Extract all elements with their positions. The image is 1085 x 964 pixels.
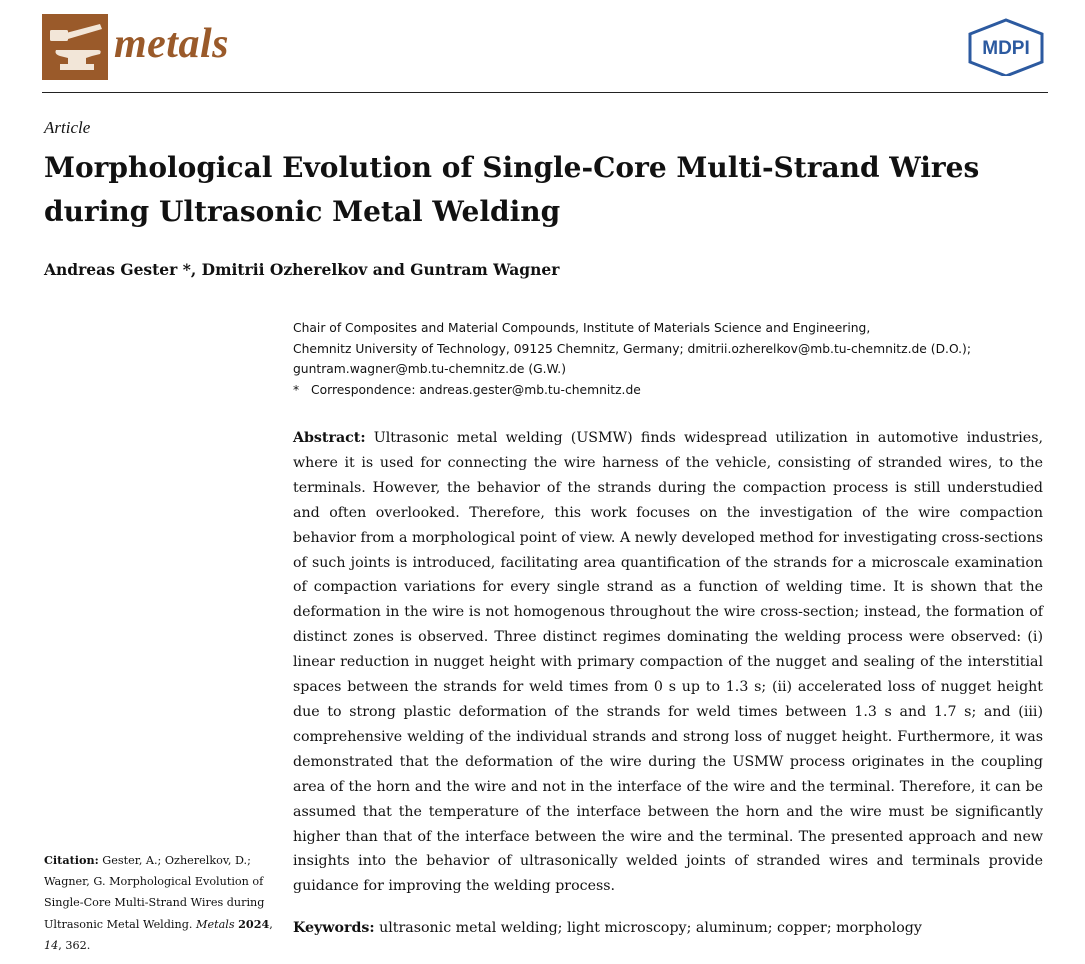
journal-name: metals bbox=[114, 21, 229, 67]
article-type: Article bbox=[44, 118, 91, 137]
mdpi-logo-text: MDPI bbox=[982, 38, 1030, 59]
citation-text: Gester, A.; Ozherelkov, D.; Wagner, G. Morphological Evolution of Single-Core Multi-Strand Wires during Ultrasonic Metal Welding. bbox=[44, 854, 265, 931]
article-title: Morphological Evolution of Single-Core Multi-Strand Wires during Ultrasonic Metal Welding bbox=[44, 151, 980, 228]
header-divider bbox=[42, 92, 1048, 93]
keywords bbox=[293, 920, 1043, 936]
abstract bbox=[293, 426, 1043, 899]
correspondence-line bbox=[293, 380, 1053, 401]
anvil-hammer-icon bbox=[42, 14, 108, 80]
citation-pages: 362. bbox=[65, 938, 91, 952]
affiliation-block bbox=[293, 318, 1053, 400]
correspondence-marker: * bbox=[293, 382, 300, 397]
citation-label: Citation: bbox=[44, 853, 99, 867]
abstract-text: Ultrasonic metal welding (USMW) finds widespread utilization in automotive industries, where it is used for connecting the wire harness of the vehicle, consisting of stranded wires, to the terminals. However, the behavior of the strands during the compaction process is still understudied and often overlooked. Therefore, this work focuses on the investigation of the wire compaction behavior from a morphological point of view. A newly developed method for investigating cross-sections of such joints is introduced, facilitating area quantification of the strands for a microscale examination of compaction variations for every single strand as a function of welding time. It is shown that the deformation in the wire is not homogenous throughout the wire cross-section; instead, the formation of distinct zones is observed. Three distinct regimes dominating the welding process were observed: (i) linear reduction in nugget height with primary compaction of the nugget and sealing of the interstitial spaces between the strands for weld times from 0 s up to 1.3 s; (ii) accelerated loss of nugget height due to strong plastic deformation of the strands for weld times between 1.3 s and 1.7 s; and (iii) comprehensive welding of the individual strands and strong loss of nugget height. Furthermore, it was demonstrated that the deformation of the wire during the USMW process originates in the coupling area of the horn and the wire and not in the interface of the wire and the terminal. Therefore, it can be assumed that the temperature of the interface between the horn and the wire must be significantly higher than that of the interface between the wire and the terminal. The presented approach and new insights into the behavior of ultrasonically welded joints of stranded wires and terminals provide guidance for improving the welding process. bbox=[293, 430, 1043, 895]
citation-volume: 14 bbox=[44, 938, 59, 952]
citation-journal: Metals bbox=[196, 917, 235, 931]
citation-block: Citation: Gester, A.; Ozherelkov, D.; Wagner, G. Morphological Evolution of Single-Core Multi-Strand Wires during Ultrasonic Metal Welding. Metals 2024, 14, 362. bbox=[44, 853, 273, 952]
mdpi-logo-icon bbox=[964, 18, 1048, 76]
citation-year: 2024 bbox=[238, 916, 270, 931]
keywords-label: Keywords: bbox=[293, 920, 375, 936]
affiliation-line: Chair of Composites and Material Compounds, Institute of Materials Science and Engineering, bbox=[293, 321, 871, 335]
affiliation-line: Chemnitz University of Technology, 09125 Chemnitz, Germany; dmitrii.ozherelkov@mb.tu-chemnitz.de (D.O.); bbox=[293, 341, 971, 356]
author-list: Andreas Gester *, Dmitrii Ozherelkov and Guntram Wagner bbox=[44, 260, 560, 279]
abstract-label: Abstract: bbox=[293, 430, 366, 446]
page-header bbox=[42, 12, 1048, 92]
affiliation-line: guntram.wagner@mb.tu-chemnitz.de (G.W.) bbox=[293, 362, 567, 376]
keywords-text: ultrasonic metal welding; light microscopy; aluminum; copper; morphology bbox=[379, 920, 922, 936]
correspondence-email: Correspondence: andreas.gester@mb.tu-chemnitz.de bbox=[311, 382, 641, 397]
